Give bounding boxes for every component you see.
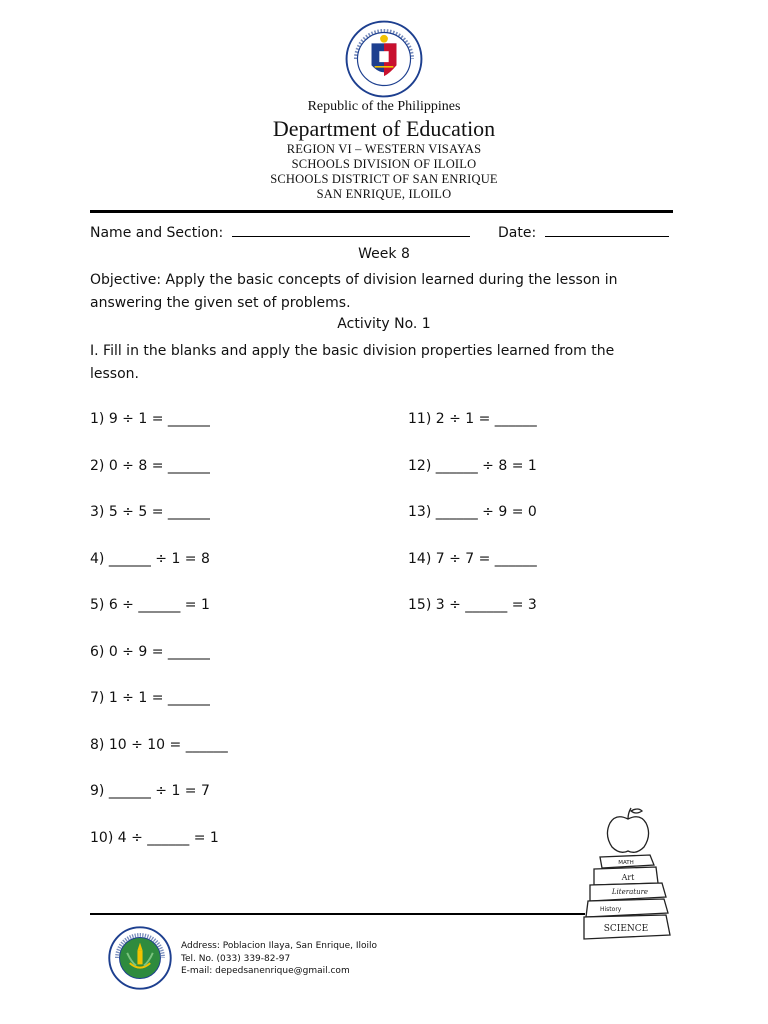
problem-item[interactable]: 2) 0 ÷ 8 = ______ xyxy=(90,458,210,474)
department-title: Department of Education xyxy=(272,116,496,141)
activity-title: Activity No. 1 xyxy=(337,316,431,332)
name-section-blank[interactable] xyxy=(232,222,470,237)
footer-divider xyxy=(90,913,585,915)
problem-item[interactable]: 13) ______ ÷ 9 = 0 xyxy=(408,504,537,520)
week-label: Week 8 xyxy=(358,246,410,262)
problem-item[interactable]: 10) 4 ÷ ______ = 1 xyxy=(90,830,219,846)
problem-item[interactable]: 7) 1 ÷ 1 = ______ xyxy=(90,690,210,706)
objective-text xyxy=(90,269,670,315)
book-label-math: MATH xyxy=(618,860,634,866)
region-line: REGION VI – WESTERN VISAYAS xyxy=(286,142,482,156)
book-label-literature: Literature xyxy=(611,888,649,896)
books-apple-illustration xyxy=(578,805,678,950)
book-label-science: SCIENCE xyxy=(603,924,649,934)
instruction-line-2: lesson. xyxy=(90,366,139,382)
problem-item[interactable]: 3) 5 ÷ 5 = ______ xyxy=(90,504,210,520)
district-line: SCHOOLS DISTRICT OF SAN ENRIQUE xyxy=(270,172,498,186)
book-label-history: History xyxy=(600,906,622,913)
problem-item[interactable]: 8) 10 ÷ 10 = ______ xyxy=(90,737,228,753)
deped-seal-logo xyxy=(345,20,423,98)
republic-heading: Republic of the Philippines xyxy=(307,99,461,114)
footer-contact xyxy=(181,940,377,978)
problem-item[interactable]: 5) 6 ÷ ______ = 1 xyxy=(90,597,210,613)
problem-item[interactable]: 6) 0 ÷ 9 = ______ xyxy=(90,644,210,660)
location-line: SAN ENRIQUE, ILOILO xyxy=(316,187,452,201)
problem-item[interactable]: 15) 3 ÷ ______ = 3 xyxy=(408,597,537,613)
footer-email[interactable]: E-mail: depedsanenrique@gmail.com xyxy=(181,966,350,976)
instruction-line-1: I. Fill in the blanks and apply the basic division properties learned from the xyxy=(90,343,615,359)
problem-item[interactable]: 14) 7 ÷ 7 = ______ xyxy=(408,551,537,567)
problem-item[interactable]: 11) 2 ÷ 1 = ______ xyxy=(408,411,537,427)
date-blank[interactable] xyxy=(545,222,669,237)
instruction-text xyxy=(90,340,670,386)
objective-line-2: answering the given set of problems. xyxy=(90,295,351,311)
date-field[interactable] xyxy=(498,222,669,241)
division-line: SCHOOLS DIVISION OF ILOILO xyxy=(291,157,477,171)
book-label-art: Art xyxy=(621,873,635,882)
problem-item[interactable]: 1) 9 ÷ 1 = ______ xyxy=(90,411,210,427)
objective-line-1: Objective: Apply the basic concepts of division learned during the lesson in xyxy=(90,272,618,288)
district-seal-logo xyxy=(108,926,172,990)
name-section-label: Name and Section: xyxy=(90,225,224,241)
footer-address: Address: Poblacion Ilaya, San Enrique, Iloilo xyxy=(181,941,378,951)
problem-item[interactable]: 9) ______ ÷ 1 = 7 xyxy=(90,783,210,799)
problem-item[interactable]: 4) ______ ÷ 1 = 8 xyxy=(90,551,210,567)
problem-item[interactable]: 12) ______ ÷ 8 = 1 xyxy=(408,458,537,474)
date-label: Date: xyxy=(498,225,537,241)
footer-telephone: Tel. No. (033) 339-82-97 xyxy=(181,953,291,964)
header-divider xyxy=(90,210,673,213)
